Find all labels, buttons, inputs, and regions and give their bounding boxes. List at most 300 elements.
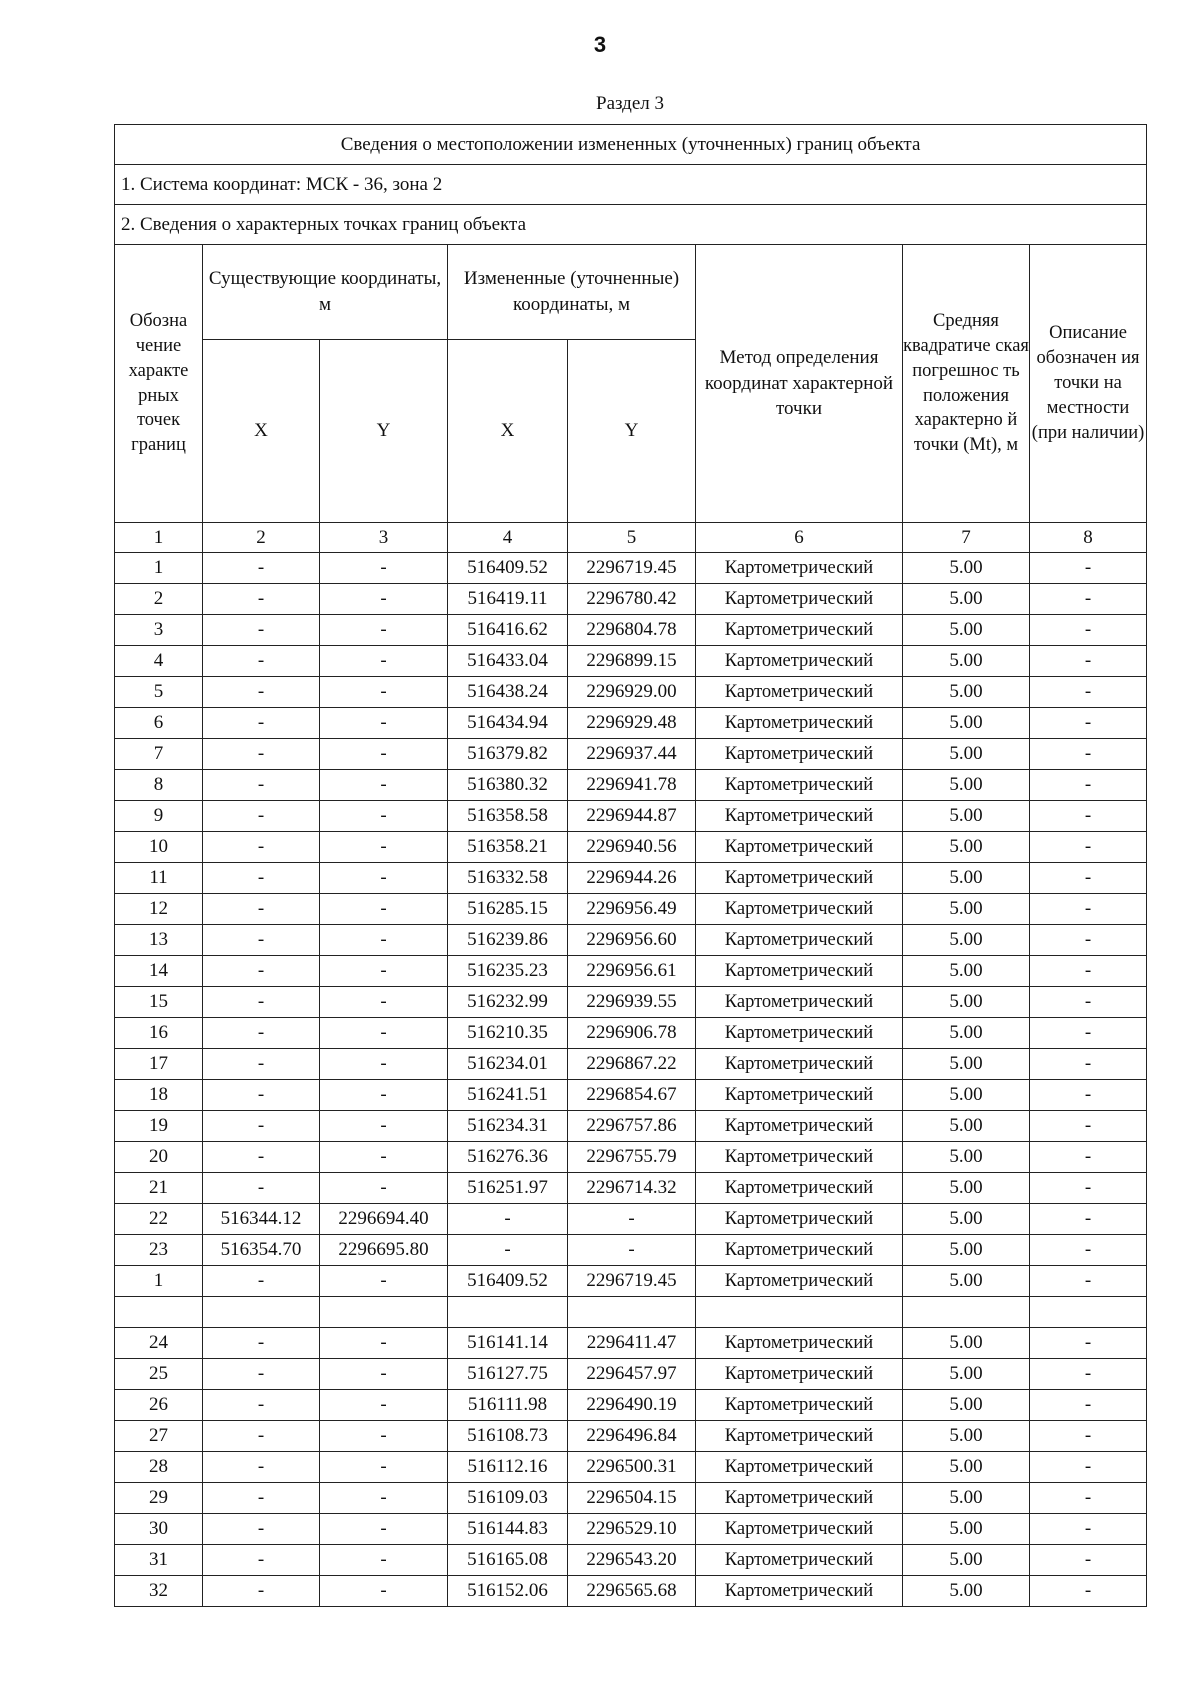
- changed-x-cell: 516380.32: [448, 770, 568, 801]
- changed-y-cell: 2296804.78: [568, 615, 696, 646]
- description-cell: -: [1030, 677, 1147, 708]
- changed-x-cell: 516111.98: [448, 1390, 568, 1421]
- changed-y-cell: 2296906.78: [568, 1018, 696, 1049]
- point-number-cell: 27: [115, 1421, 203, 1452]
- point-number-cell: 1: [115, 1266, 203, 1297]
- accuracy-cell: 5.00: [903, 1173, 1030, 1204]
- header-changed-coordinates: Измененные (уточненные) координаты, м: [448, 245, 696, 340]
- existing-x-cell: -: [203, 832, 320, 863]
- existing-x-cell: -: [203, 708, 320, 739]
- changed-y-cell: 2296490.19: [568, 1390, 696, 1421]
- changed-y-cell: 2296937.44: [568, 739, 696, 770]
- description-cell: -: [1030, 987, 1147, 1018]
- header-changed-x: X: [448, 340, 568, 523]
- existing-y-cell: -: [320, 677, 448, 708]
- existing-x-cell: -: [203, 1111, 320, 1142]
- description-cell: -: [1030, 1266, 1147, 1297]
- table-row: [115, 894, 1147, 925]
- accuracy-cell: 5.00: [903, 801, 1030, 832]
- changed-x-cell: 516438.24: [448, 677, 568, 708]
- changed-y-cell: 2296939.55: [568, 987, 696, 1018]
- table-body: [115, 553, 1147, 1607]
- header-accuracy: Средняя квадратиче ская погрешнос ть положения характерно й точки (Mt), м: [903, 245, 1030, 523]
- description-cell: -: [1030, 1080, 1147, 1111]
- point-number-cell: 2: [115, 584, 203, 615]
- existing-y-cell: -: [320, 553, 448, 584]
- existing-y-cell: -: [320, 646, 448, 677]
- accuracy-cell: 5.00: [903, 708, 1030, 739]
- existing-x-cell: -: [203, 1483, 320, 1514]
- existing-x-cell: -: [203, 1049, 320, 1080]
- table-row: [115, 1390, 1147, 1421]
- existing-x-cell: -: [203, 1576, 320, 1607]
- changed-x-cell: 516108.73: [448, 1421, 568, 1452]
- accuracy-cell: 5.00: [903, 1142, 1030, 1173]
- coordinates-table: [114, 124, 1147, 1607]
- changed-x-cell: 516379.82: [448, 739, 568, 770]
- changed-y-cell: 2296529.10: [568, 1514, 696, 1545]
- method-cell: [696, 1297, 903, 1328]
- accuracy-cell: [903, 1297, 1030, 1328]
- accuracy-cell: 5.00: [903, 1049, 1030, 1080]
- method-cell: Картометрический: [696, 1266, 903, 1297]
- changed-y-cell: 2296714.32: [568, 1173, 696, 1204]
- description-cell: -: [1030, 1545, 1147, 1576]
- column-numbers-row: [115, 523, 1147, 553]
- accuracy-cell: 5.00: [903, 1080, 1030, 1111]
- method-cell: Картометрический: [696, 646, 903, 677]
- changed-x-cell: 516141.14: [448, 1328, 568, 1359]
- table-row: [115, 739, 1147, 770]
- point-number-cell: 28: [115, 1452, 203, 1483]
- existing-y-cell: -: [320, 956, 448, 987]
- table-row: [115, 1204, 1147, 1235]
- accuracy-cell: 5.00: [903, 1328, 1030, 1359]
- changed-y-cell: 2296757.86: [568, 1111, 696, 1142]
- changed-y-cell: 2296929.48: [568, 708, 696, 739]
- existing-y-cell: -: [320, 987, 448, 1018]
- method-cell: Картометрический: [696, 615, 903, 646]
- existing-x-cell: -: [203, 677, 320, 708]
- point-number-cell: 9: [115, 801, 203, 832]
- method-cell: Картометрический: [696, 1080, 903, 1111]
- table-row: [115, 1328, 1147, 1359]
- changed-x-cell: 516358.21: [448, 832, 568, 863]
- method-cell: Картометрический: [696, 708, 903, 739]
- point-number-cell: 25: [115, 1359, 203, 1390]
- column-number: 6: [696, 523, 903, 553]
- method-cell: Картометрический: [696, 1328, 903, 1359]
- existing-x-cell: -: [203, 1421, 320, 1452]
- method-cell: Картометрический: [696, 1018, 903, 1049]
- changed-x-cell: 516210.35: [448, 1018, 568, 1049]
- accuracy-cell: 5.00: [903, 1266, 1030, 1297]
- accuracy-cell: 5.00: [903, 553, 1030, 584]
- existing-x-cell: 516354.70: [203, 1235, 320, 1266]
- point-number-cell: 3: [115, 615, 203, 646]
- changed-y-cell: 2296457.97: [568, 1359, 696, 1390]
- existing-y-cell: -: [320, 1452, 448, 1483]
- table-row: [115, 1576, 1147, 1607]
- table-row: [115, 646, 1147, 677]
- existing-x-cell: -: [203, 1142, 320, 1173]
- changed-x-cell: 516234.01: [448, 1049, 568, 1080]
- existing-y-cell: -: [320, 894, 448, 925]
- existing-y-cell: -: [320, 1049, 448, 1080]
- description-cell: -: [1030, 1235, 1147, 1266]
- existing-y-cell: -: [320, 1142, 448, 1173]
- changed-y-cell: [568, 1297, 696, 1328]
- point-number-cell: 12: [115, 894, 203, 925]
- description-cell: -: [1030, 956, 1147, 987]
- point-number-cell: 17: [115, 1049, 203, 1080]
- changed-x-cell: -: [448, 1235, 568, 1266]
- point-number-cell: [115, 1297, 203, 1328]
- point-number-cell: 6: [115, 708, 203, 739]
- changed-x-cell: 516251.97: [448, 1173, 568, 1204]
- column-number: 3: [320, 523, 448, 553]
- accuracy-cell: 5.00: [903, 1452, 1030, 1483]
- point-number-cell: 32: [115, 1576, 203, 1607]
- existing-y-cell: -: [320, 708, 448, 739]
- accuracy-cell: 5.00: [903, 894, 1030, 925]
- table-row: [115, 1173, 1147, 1204]
- table-row: [115, 677, 1147, 708]
- existing-y-cell: -: [320, 1421, 448, 1452]
- description-cell: -: [1030, 1576, 1147, 1607]
- accuracy-cell: 5.00: [903, 1235, 1030, 1266]
- existing-x-cell: -: [203, 987, 320, 1018]
- existing-x-cell: -: [203, 1514, 320, 1545]
- table-row: [115, 584, 1147, 615]
- point-number-cell: 29: [115, 1483, 203, 1514]
- description-cell: -: [1030, 615, 1147, 646]
- accuracy-cell: 5.00: [903, 956, 1030, 987]
- changed-y-cell: 2296940.56: [568, 832, 696, 863]
- description-cell: -: [1030, 708, 1147, 739]
- description-cell: [1030, 1297, 1147, 1328]
- accuracy-cell: 5.00: [903, 1111, 1030, 1142]
- point-number-cell: 5: [115, 677, 203, 708]
- table-row: [115, 1142, 1147, 1173]
- coordinate-system: 1. Система координат: МСК - 36, зона 2: [115, 165, 1147, 205]
- existing-x-cell: -: [203, 770, 320, 801]
- changed-x-cell: 516358.58: [448, 801, 568, 832]
- accuracy-cell: 5.00: [903, 832, 1030, 863]
- existing-x-cell: -: [203, 1545, 320, 1576]
- point-number-cell: 21: [115, 1173, 203, 1204]
- table-row: [115, 987, 1147, 1018]
- existing-x-cell: 516344.12: [203, 1204, 320, 1235]
- table-row: [115, 801, 1147, 832]
- changed-x-cell: [448, 1297, 568, 1328]
- accuracy-cell: 5.00: [903, 1514, 1030, 1545]
- existing-x-cell: -: [203, 925, 320, 956]
- description-cell: -: [1030, 1452, 1147, 1483]
- table-row: [115, 1514, 1147, 1545]
- description-cell: -: [1030, 1173, 1147, 1204]
- existing-x-cell: -: [203, 739, 320, 770]
- accuracy-cell: 5.00: [903, 1204, 1030, 1235]
- page-number: 3: [593, 32, 607, 57]
- method-cell: Картометрический: [696, 770, 903, 801]
- table-row: [115, 925, 1147, 956]
- point-number-cell: 14: [115, 956, 203, 987]
- changed-y-cell: 2296543.20: [568, 1545, 696, 1576]
- method-cell: Картометрический: [696, 956, 903, 987]
- existing-y-cell: 2296695.80: [320, 1235, 448, 1266]
- description-cell: -: [1030, 1142, 1147, 1173]
- table-row: [115, 1235, 1147, 1266]
- table-row: [115, 615, 1147, 646]
- existing-x-cell: -: [203, 1080, 320, 1111]
- changed-y-cell: 2296944.26: [568, 863, 696, 894]
- point-number-cell: 19: [115, 1111, 203, 1142]
- table-row: [115, 1483, 1147, 1514]
- table-row: [115, 1266, 1147, 1297]
- existing-x-cell: -: [203, 863, 320, 894]
- column-number: 7: [903, 523, 1030, 553]
- points-caption: 2. Сведения о характерных точках границ объекта: [115, 205, 1147, 245]
- changed-x-cell: 516434.94: [448, 708, 568, 739]
- description-cell: -: [1030, 1018, 1147, 1049]
- existing-x-cell: -: [203, 1328, 320, 1359]
- method-cell: Картометрический: [696, 925, 903, 956]
- point-number-cell: 8: [115, 770, 203, 801]
- header-existing-y: Y: [320, 340, 448, 523]
- point-number-cell: 15: [115, 987, 203, 1018]
- existing-y-cell: -: [320, 1545, 448, 1576]
- changed-y-cell: 2296956.60: [568, 925, 696, 956]
- existing-y-cell: -: [320, 1080, 448, 1111]
- existing-y-cell: -: [320, 832, 448, 863]
- existing-y-cell: -: [320, 1576, 448, 1607]
- table-row: [115, 1452, 1147, 1483]
- changed-y-cell: 2296854.67: [568, 1080, 696, 1111]
- existing-y-cell: -: [320, 1266, 448, 1297]
- changed-x-cell: 516433.04: [448, 646, 568, 677]
- column-number: 1: [115, 523, 203, 553]
- existing-y-cell: -: [320, 925, 448, 956]
- existing-y-cell: -: [320, 1111, 448, 1142]
- changed-x-cell: 516332.58: [448, 863, 568, 894]
- existing-x-cell: -: [203, 1452, 320, 1483]
- existing-y-cell: -: [320, 615, 448, 646]
- description-cell: -: [1030, 553, 1147, 584]
- changed-x-cell: 516409.52: [448, 553, 568, 584]
- method-cell: Картометрический: [696, 1452, 903, 1483]
- column-number: 4: [448, 523, 568, 553]
- point-number-cell: 4: [115, 646, 203, 677]
- changed-y-cell: 2296500.31: [568, 1452, 696, 1483]
- existing-x-cell: -: [203, 1173, 320, 1204]
- changed-x-cell: 516165.08: [448, 1545, 568, 1576]
- header-existing-coordinates: Существующие координаты, м: [203, 245, 448, 340]
- method-cell: Картометрический: [696, 1576, 903, 1607]
- changed-x-cell: 516285.15: [448, 894, 568, 925]
- table-row: [115, 1421, 1147, 1452]
- existing-y-cell: -: [320, 863, 448, 894]
- changed-x-cell: 516419.11: [448, 584, 568, 615]
- existing-y-cell: -: [320, 1390, 448, 1421]
- changed-x-cell: 516235.23: [448, 956, 568, 987]
- accuracy-cell: 5.00: [903, 770, 1030, 801]
- existing-x-cell: -: [203, 801, 320, 832]
- point-number-cell: 11: [115, 863, 203, 894]
- description-cell: -: [1030, 801, 1147, 832]
- changed-x-cell: -: [448, 1204, 568, 1235]
- changed-x-cell: 516234.31: [448, 1111, 568, 1142]
- existing-y-cell: -: [320, 1173, 448, 1204]
- method-cell: Картометрический: [696, 1235, 903, 1266]
- existing-x-cell: -: [203, 553, 320, 584]
- existing-y-cell: [320, 1297, 448, 1328]
- table-row: [115, 1359, 1147, 1390]
- accuracy-cell: 5.00: [903, 925, 1030, 956]
- method-cell: Картометрический: [696, 1049, 903, 1080]
- changed-y-cell: 2296956.49: [568, 894, 696, 925]
- header-point-designation: Обозна чение характе рных точек границ: [115, 245, 203, 523]
- method-cell: Картометрический: [696, 1111, 903, 1142]
- method-cell: Картометрический: [696, 987, 903, 1018]
- method-cell: Картометрический: [696, 1421, 903, 1452]
- method-cell: Картометрический: [696, 832, 903, 863]
- table-row: [115, 1111, 1147, 1142]
- existing-y-cell: -: [320, 1514, 448, 1545]
- table-row: [115, 553, 1147, 584]
- existing-y-cell: -: [320, 770, 448, 801]
- method-cell: Картометрический: [696, 1483, 903, 1514]
- point-number-cell: 20: [115, 1142, 203, 1173]
- existing-x-cell: -: [203, 956, 320, 987]
- accuracy-cell: 5.00: [903, 863, 1030, 894]
- changed-y-cell: 2296411.47: [568, 1328, 696, 1359]
- table-row: [115, 863, 1147, 894]
- existing-x-cell: -: [203, 584, 320, 615]
- method-cell: Картометрический: [696, 801, 903, 832]
- description-cell: -: [1030, 1359, 1147, 1390]
- changed-y-cell: 2296719.45: [568, 1266, 696, 1297]
- accuracy-cell: 5.00: [903, 739, 1030, 770]
- accuracy-cell: 5.00: [903, 1018, 1030, 1049]
- point-number-cell: 31: [115, 1545, 203, 1576]
- existing-y-cell: -: [320, 1018, 448, 1049]
- accuracy-cell: 5.00: [903, 1359, 1030, 1390]
- point-number-cell: 23: [115, 1235, 203, 1266]
- changed-x-cell: 516144.83: [448, 1514, 568, 1545]
- method-cell: Картометрический: [696, 1173, 903, 1204]
- point-number-cell: 16: [115, 1018, 203, 1049]
- point-number-cell: 26: [115, 1390, 203, 1421]
- changed-x-cell: 516239.86: [448, 925, 568, 956]
- existing-x-cell: -: [203, 894, 320, 925]
- existing-y-cell: -: [320, 1328, 448, 1359]
- method-cell: Картометрический: [696, 1390, 903, 1421]
- column-number: 2: [203, 523, 320, 553]
- changed-x-cell: 516409.52: [448, 1266, 568, 1297]
- header-method: Метод определения координат характерной точки: [696, 245, 903, 523]
- description-cell: -: [1030, 646, 1147, 677]
- changed-x-cell: 516152.06: [448, 1576, 568, 1607]
- accuracy-cell: 5.00: [903, 646, 1030, 677]
- description-cell: -: [1030, 1204, 1147, 1235]
- description-cell: -: [1030, 1421, 1147, 1452]
- header-changed-y: Y: [568, 340, 696, 523]
- header-description: Описание обозначен ия точки на местности (при наличии): [1030, 245, 1147, 523]
- existing-x-cell: -: [203, 646, 320, 677]
- header-existing-x: X: [203, 340, 320, 523]
- point-number-cell: 1: [115, 553, 203, 584]
- description-cell: -: [1030, 1390, 1147, 1421]
- column-number: 8: [1030, 523, 1147, 553]
- description-cell: -: [1030, 739, 1147, 770]
- method-cell: Картометрический: [696, 894, 903, 925]
- existing-y-cell: -: [320, 739, 448, 770]
- point-number-cell: 7: [115, 739, 203, 770]
- changed-y-cell: 2296941.78: [568, 770, 696, 801]
- changed-x-cell: 516109.03: [448, 1483, 568, 1514]
- changed-x-cell: 516416.62: [448, 615, 568, 646]
- description-cell: -: [1030, 1111, 1147, 1142]
- changed-y-cell: -: [568, 1204, 696, 1235]
- existing-x-cell: -: [203, 1018, 320, 1049]
- changed-y-cell: 2296944.87: [568, 801, 696, 832]
- accuracy-cell: 5.00: [903, 1483, 1030, 1514]
- description-cell: -: [1030, 925, 1147, 956]
- method-cell: Картометрический: [696, 677, 903, 708]
- method-cell: Картометрический: [696, 1514, 903, 1545]
- existing-x-cell: -: [203, 1266, 320, 1297]
- accuracy-cell: 5.00: [903, 1576, 1030, 1607]
- accuracy-cell: 5.00: [903, 1421, 1030, 1452]
- method-cell: Картометрический: [696, 863, 903, 894]
- changed-y-cell: -: [568, 1235, 696, 1266]
- table-row: [115, 832, 1147, 863]
- description-cell: -: [1030, 894, 1147, 925]
- description-cell: -: [1030, 1049, 1147, 1080]
- existing-y-cell: -: [320, 801, 448, 832]
- table-row: [115, 1545, 1147, 1576]
- accuracy-cell: 5.00: [903, 1390, 1030, 1421]
- table-row: [115, 1049, 1147, 1080]
- accuracy-cell: 5.00: [903, 584, 1030, 615]
- point-number-cell: 10: [115, 832, 203, 863]
- point-number-cell: 22: [115, 1204, 203, 1235]
- accuracy-cell: 5.00: [903, 1545, 1030, 1576]
- column-number: 5: [568, 523, 696, 553]
- point-number-cell: 30: [115, 1514, 203, 1545]
- description-cell: -: [1030, 863, 1147, 894]
- changed-y-cell: 2296956.61: [568, 956, 696, 987]
- changed-y-cell: 2296867.22: [568, 1049, 696, 1080]
- table-row: [115, 956, 1147, 987]
- existing-x-cell: -: [203, 1390, 320, 1421]
- method-cell: Картометрический: [696, 1359, 903, 1390]
- table-row: [115, 708, 1147, 739]
- description-cell: -: [1030, 1514, 1147, 1545]
- existing-y-cell: 2296694.40: [320, 1204, 448, 1235]
- existing-y-cell: -: [320, 584, 448, 615]
- changed-y-cell: 2296780.42: [568, 584, 696, 615]
- table-row: [115, 1018, 1147, 1049]
- changed-y-cell: 2296755.79: [568, 1142, 696, 1173]
- changed-y-cell: 2296496.84: [568, 1421, 696, 1452]
- changed-y-cell: 2296899.15: [568, 646, 696, 677]
- changed-y-cell: 2296719.45: [568, 553, 696, 584]
- existing-y-cell: -: [320, 1359, 448, 1390]
- table-title: Сведения о местоположении измененных (уточненных) границ объекта: [115, 125, 1147, 165]
- table-row: [115, 770, 1147, 801]
